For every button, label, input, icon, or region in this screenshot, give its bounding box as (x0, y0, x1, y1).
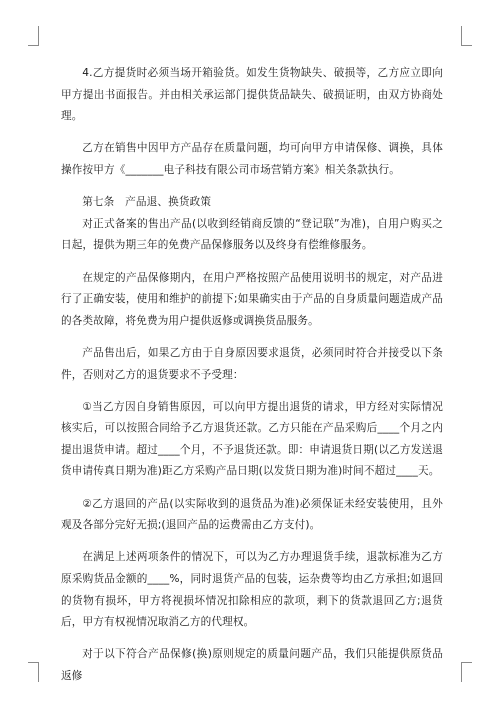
paragraph-return-conditions: 产品售出后，如果乙方由于自身原因要求退货，必须同时符合并接受以下条件，否则对乙方的退货要求不予受理： (61, 346, 443, 381)
crop-mark-top-right-horizontal (461, 45, 472, 46)
paragraph-condition-1: ①当乙方因自身销售原因，可以向甲方提出退货的请求，甲方经对实际情况核实后，可以按照合同给予乙方退货还款。乙方只能在产品采购后____个月之内提出退货申请。超过____个月，不予退货还款。即：申请退货日期(以乙方发送退货申请传真日期为准)距乙方采购产品日期(以发货日期为准)时间不超过____天。 (61, 400, 443, 478)
paragraph-quality-repair: 对于以下符合产品保修(换)原则规定的质量问题产品，我们只能提供原货品返修 (61, 648, 443, 682)
crop-mark-bottom-left-horizontal (28, 662, 39, 663)
paragraph-delivery-inspection: 4.乙方提货时必须当场开箱验货。如发生货物缺失、破损等，乙方应立即向甲方提出书面报告。并由相关承运部门提供货品缺失、破损证明，由双方协商处理。 (61, 67, 443, 123)
crop-mark-bottom-right-horizontal (461, 662, 472, 663)
document-body (61, 63, 443, 688)
paragraph-warranty-period: 在规定的产品保修期内，在用户严格按照产品使用说明书的规定，对产品进行了正确安装，使用和维护的前提下;如果确实由于产品的自身质量问题造成产品的各类故障，将免费为用户提供返修或调换货品服务。 (61, 271, 443, 327)
paragraph-warranty-term: 对正式备案的售出产品(以收到经销商反馈的“登记联”为准)，自用户购买之日起，提供为期三年的免费产品保修服务以及终身有偿维修服务。 (61, 217, 443, 252)
crop-mark-bottom-left-vertical (38, 662, 39, 682)
section-heading-article-7: 第七条 产品退、换货政策 (82, 196, 212, 209)
crop-mark-bottom-right-vertical (461, 662, 462, 682)
paragraph-refund-standard: 在满足上述两项条件的情况下，可以为乙方办理退货手续，退款标准为乙方原采购货品金额的____%，同时退货产品的包装，运杂费等均由乙方承担;如退回的货物有损坏，甲方将视损坏情况扣除相应的款项，剩下的货款退回乙方;退货后，甲方有权视情况取消乙方的代理权。 (61, 551, 443, 629)
crop-mark-top-left-vertical (38, 26, 39, 46)
crop-mark-top-right-vertical (461, 26, 462, 46)
crop-mark-top-left-horizontal (28, 45, 39, 46)
paragraph-condition-2: ②乙方退回的产品(以实际收到的退货品为准)必须保证未经安装使用，且外观及各部分完好无损;(退回产品的运费需由乙方支付)。 (61, 497, 443, 532)
paragraph-warranty-exchange: 乙方在销售中因甲方产品存在质量问题，均可向甲方申请保修、调换，具体操作按甲方《_______电子科技有限公司市场营销方案》相关条款执行。 (61, 142, 443, 176)
